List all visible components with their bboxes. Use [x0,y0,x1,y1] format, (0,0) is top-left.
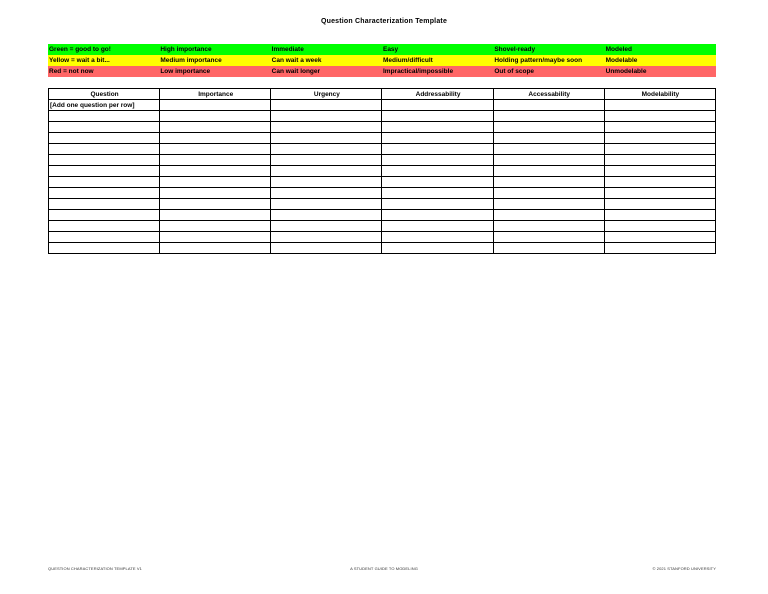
table-cell[interactable] [604,188,715,199]
table-cell[interactable] [382,232,493,243]
table-cell[interactable] [604,122,715,133]
table-cell[interactable] [271,188,382,199]
legend-cell: High importance [159,44,270,55]
table-cell[interactable] [493,111,604,122]
table-row [49,111,716,122]
table-header-row [49,89,716,100]
table-row [49,177,716,188]
table-cell[interactable] [493,232,604,243]
table-cell[interactable] [604,133,715,144]
table-cell[interactable] [382,199,493,210]
legend-cell: Can wait longer [271,66,382,77]
table-cell[interactable] [160,144,271,155]
table-cell[interactable] [271,111,382,122]
table-cell[interactable] [160,243,271,254]
table-row [49,155,716,166]
table-cell[interactable] [160,221,271,232]
table-cell[interactable] [382,210,493,221]
table-cell[interactable] [49,111,160,122]
table-cell[interactable] [49,199,160,210]
table-row [49,100,716,111]
column-header: Addressability [382,89,493,100]
table-row [49,243,716,254]
table-cell[interactable] [604,210,715,221]
table-row [49,166,716,177]
table-cell[interactable] [604,232,715,243]
legend-cell: Can wait a week [271,55,382,66]
table-cell[interactable] [604,221,715,232]
table-cell[interactable] [160,177,271,188]
table-cell[interactable] [49,133,160,144]
legend-cell: Modeled [605,44,716,55]
table-cell[interactable] [49,243,160,254]
table-row [49,199,716,210]
table-cell[interactable] [271,199,382,210]
legend-cell: Yellow = wait a bit... [48,55,159,66]
table-cell[interactable] [49,188,160,199]
table-cell[interactable] [271,221,382,232]
table-cell[interactable] [382,243,493,254]
table-cell[interactable]: [Add one question per row] [49,100,160,111]
column-header: Modelability [604,89,715,100]
table-cell[interactable] [49,221,160,232]
legend-table [48,44,716,77]
footer-center: A STUDENT GUIDE TO MODELING [350,566,418,571]
table-cell[interactable] [49,144,160,155]
table-body [49,100,716,254]
table-row [49,188,716,199]
table-cell[interactable] [271,133,382,144]
table-cell[interactable] [271,100,382,111]
table-cell[interactable] [493,133,604,144]
table-cell[interactable] [49,177,160,188]
table-cell[interactable] [382,111,493,122]
table-cell[interactable] [160,166,271,177]
table-cell[interactable] [160,199,271,210]
table-cell[interactable] [271,155,382,166]
table-row [49,221,716,232]
table-cell[interactable] [604,243,715,254]
table-row [49,122,716,133]
table-cell[interactable] [160,133,271,144]
table-cell[interactable] [382,166,493,177]
legend-cell: Immediate [271,44,382,55]
table-cell[interactable] [493,177,604,188]
table-cell[interactable] [160,188,271,199]
table-row [49,232,716,243]
table-cell[interactable] [382,122,493,133]
table-cell[interactable] [493,100,604,111]
legend-cell: Medium/difficult [382,55,493,66]
table-cell[interactable] [493,243,604,254]
table-cell[interactable] [493,221,604,232]
table-cell[interactable] [160,232,271,243]
table-cell[interactable] [160,210,271,221]
table-cell[interactable] [382,221,493,232]
table-cell[interactable] [382,133,493,144]
legend-cell: Red = not now [48,66,159,77]
table-cell[interactable] [382,100,493,111]
table-cell[interactable] [49,166,160,177]
table-cell[interactable] [271,144,382,155]
legend-row-green [48,44,716,55]
footer-left: QUESTION CHARACTERIZATION TEMPLATE V1 [48,566,142,571]
table-cell[interactable] [49,122,160,133]
table-cell[interactable] [604,100,715,111]
legend-cell: Shovel-ready [493,44,604,55]
table-cell[interactable] [271,177,382,188]
table-cell[interactable] [493,166,604,177]
table-cell[interactable] [604,199,715,210]
table-cell[interactable] [49,210,160,221]
legend-cell: Out of scope [493,66,604,77]
table-cell[interactable] [493,144,604,155]
column-header: Accessability [493,89,604,100]
legend-cell: Unmodelable [605,66,716,77]
table-cell[interactable] [49,155,160,166]
legend-cell: Modelable [605,55,716,66]
table-cell[interactable] [271,166,382,177]
legend-row-yellow [48,55,716,66]
table-cell[interactable] [604,144,715,155]
table-cell[interactable] [382,188,493,199]
table-row [49,144,716,155]
legend-cell: Medium importance [159,55,270,66]
legend-cell: Low importance [159,66,270,77]
table-cell[interactable] [160,100,271,111]
table-cell[interactable] [271,210,382,221]
question-table [48,88,716,254]
table-cell[interactable] [604,177,715,188]
table-cell[interactable] [493,188,604,199]
legend-row-red [48,66,716,77]
table-cell[interactable] [604,111,715,122]
table-cell[interactable] [493,210,604,221]
table-cell[interactable] [604,166,715,177]
table-cell[interactable] [493,199,604,210]
column-header: Urgency [271,89,382,100]
table-cell[interactable] [271,243,382,254]
table-row [49,133,716,144]
legend-cell: Easy [382,44,493,55]
table-cell[interactable] [271,122,382,133]
legend-cell: Green = good to go! [48,44,159,55]
column-header: Importance [160,89,271,100]
table-cell[interactable] [493,122,604,133]
table-cell[interactable] [382,144,493,155]
table-cell[interactable] [604,155,715,166]
table-cell[interactable] [160,155,271,166]
table-row [49,210,716,221]
legend-cell: Holding pattern/maybe soon [493,55,604,66]
table-cell[interactable] [271,232,382,243]
table-cell[interactable] [382,155,493,166]
table-cell[interactable] [382,177,493,188]
table-cell[interactable] [160,122,271,133]
table-cell[interactable] [160,111,271,122]
table-cell[interactable] [49,232,160,243]
legend-cell: Impractical/impossible [382,66,493,77]
footer-right: © 2021 STANFORD UNIVERSITY [652,566,716,571]
table-cell[interactable] [493,155,604,166]
page-title: Question Characterization Template [320,18,448,25]
column-header: Question [49,89,160,100]
